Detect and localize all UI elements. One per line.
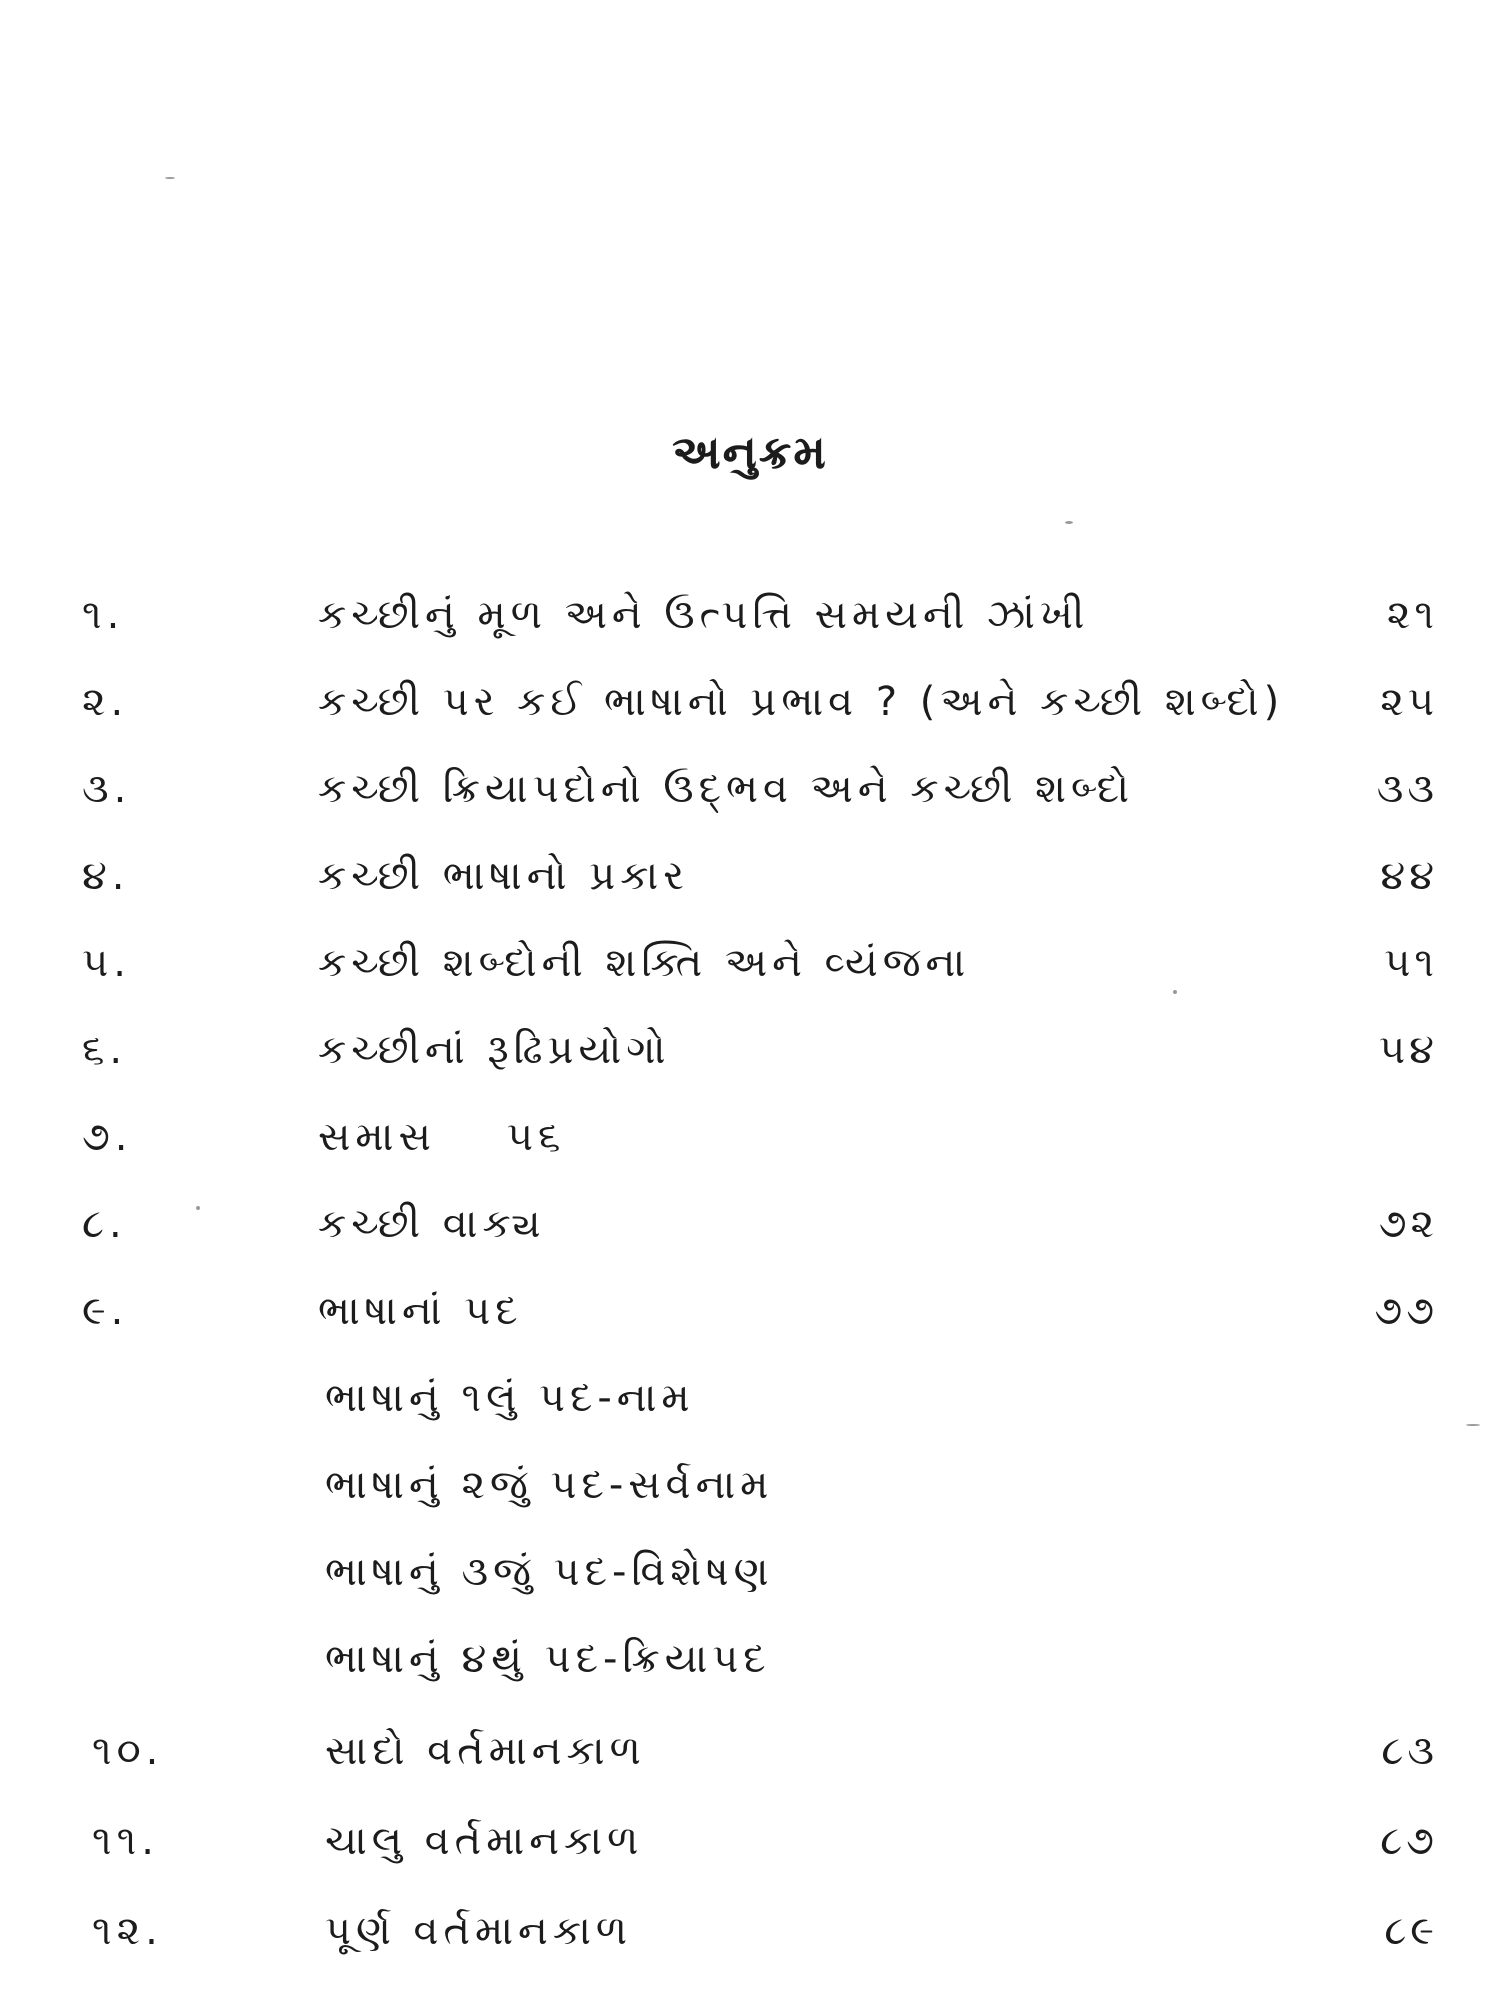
scan-speck: [1065, 521, 1073, 524]
scan-speck: [1466, 1424, 1480, 1426]
toc-entry: [0, 841, 1500, 911]
entry-number: ૩.: [82, 766, 132, 812]
toc-subentry: [0, 1537, 1500, 1607]
entry-page: ૫૧: [1384, 940, 1438, 986]
entry-page: ૨૫: [1380, 679, 1438, 725]
toc-entry: [0, 1189, 1500, 1259]
entry-number: ૯.: [82, 1288, 129, 1334]
toc-subentry: [0, 1450, 1500, 1520]
toc-entry: [0, 580, 1500, 650]
entry-page: ૩૩: [1376, 766, 1438, 812]
toc-entry: [0, 928, 1500, 998]
toc-entry: [0, 754, 1500, 824]
entry-heading: પૂર્ણ વર્તમાનકાળ: [325, 1908, 633, 1954]
entry-heading: કચ્છી પર કઈ ભાષાનો પ્રભાવ ? (અને કચ્છી શબ્દો): [318, 679, 1285, 725]
toc-entry: [0, 1896, 1500, 1966]
toc-entry: [0, 1806, 1500, 1876]
scan-speck: [165, 177, 175, 179]
entry-heading: કચ્છી શબ્દોની શક્તિ અને વ્યંજના: [318, 940, 971, 986]
entry-number: ૪.: [82, 853, 130, 899]
entry-number: ૭.: [82, 1114, 133, 1160]
entry-number: ૧૨.: [92, 1908, 163, 1954]
entry-heading: કચ્છી વાક્ય: [318, 1201, 546, 1247]
toc-entry: [0, 667, 1500, 737]
entry-page: ૭૨: [1378, 1201, 1438, 1247]
entry-heading: ભાષાનાં પદ: [318, 1288, 523, 1334]
entry-heading: ચાલુ વર્તમાનકાળ: [325, 1818, 644, 1864]
entry-number: ૧૦.: [92, 1728, 164, 1774]
entry-heading: કચ્છીનું મૂળ અને ઉત્પત્તિ સમયની ઝાંખી: [318, 592, 1090, 638]
entry-number: ૫.: [82, 940, 131, 986]
subentry-heading: ભાષાનું ૧લું પદ-નામ: [325, 1375, 695, 1421]
page-title: અનુક્રમ: [672, 425, 828, 479]
entry-number: ૧૧.: [92, 1818, 159, 1864]
toc-subentry: [0, 1363, 1500, 1433]
entry-heading: સમાસ ૫૬: [318, 1114, 566, 1160]
toc-entry: [0, 1276, 1500, 1346]
entry-heading: કચ્છી ભાષાનો પ્રકાર: [318, 853, 689, 899]
entry-number: ૬.: [82, 1027, 128, 1073]
scan-speck: [1173, 990, 1177, 994]
scan-speck: [196, 1206, 200, 1210]
entry-number: ૮.: [82, 1201, 127, 1247]
subentry-heading: ભાષાનું ૪થું પદ-ક્રિયાપદ: [325, 1636, 771, 1682]
entry-heading: કચ્છીનાં રૂઢિપ્રયોગો: [318, 1027, 671, 1073]
entry-number: ૧.: [82, 592, 125, 638]
entry-page: ૮૯: [1384, 1908, 1438, 1954]
toc-entry: [0, 1102, 1500, 1172]
toc-subentry: [0, 1624, 1500, 1694]
entry-page: ૭૭: [1374, 1288, 1438, 1334]
subentry-heading: ભાષાનું ૨જું પદ-સર્વનામ: [325, 1462, 774, 1508]
subentry-heading: ભાષાનું ૩જું પદ-વિશેષણ: [325, 1549, 774, 1595]
toc-entry: [0, 1015, 1500, 1085]
entry-page: ૫૪: [1378, 1027, 1438, 1073]
entry-page: ૮૩: [1381, 1728, 1438, 1774]
entry-number: ૨.: [82, 679, 129, 725]
entry-heading: સાદો વર્તમાનકાળ: [325, 1728, 646, 1774]
toc-entry: [0, 1716, 1500, 1786]
entry-page: ૮૭: [1380, 1818, 1438, 1864]
entry-page: ૨૧: [1386, 592, 1438, 638]
entry-heading: કચ્છી ક્રિયાપદોનો ઉદ્‌ભવ અને કચ્છી શબ્દો: [318, 766, 1134, 812]
entry-page: ૪૪: [1380, 853, 1438, 899]
